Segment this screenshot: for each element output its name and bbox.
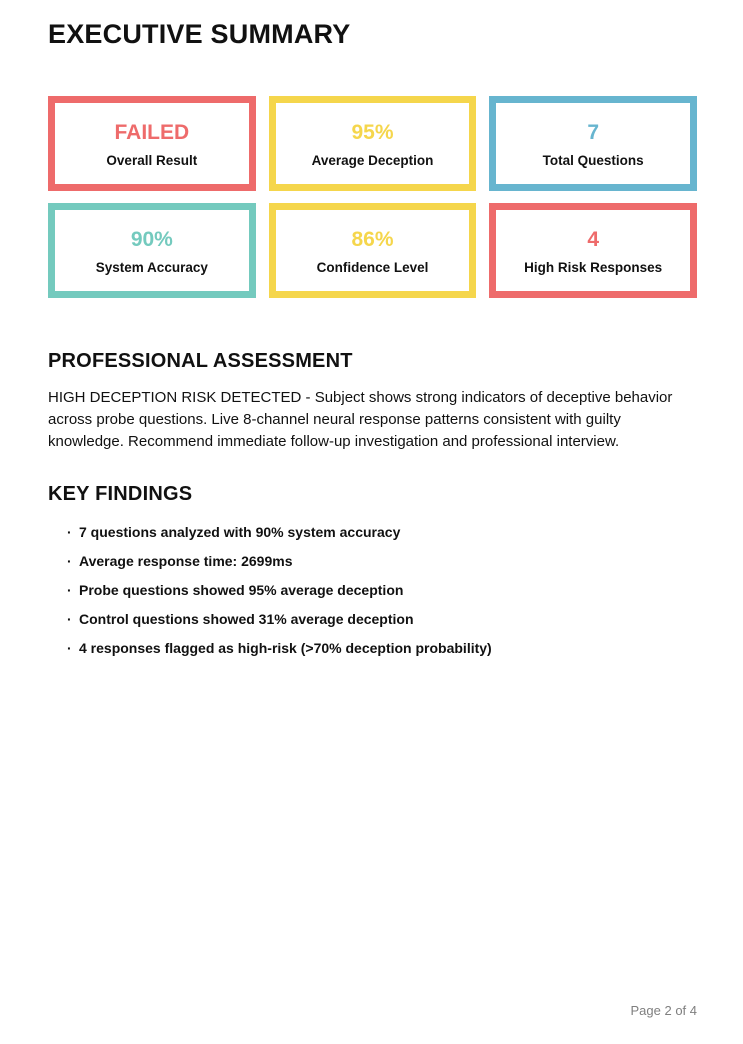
- stat-label: Total Questions: [542, 152, 644, 168]
- stat-value: FAILED: [114, 120, 190, 144]
- stat-card: [269, 96, 477, 191]
- stat-card: [489, 203, 697, 298]
- finding-item: · Control questions showed 31% average deception: [67, 612, 697, 627]
- stat-value: 86%: [351, 227, 394, 251]
- stat-label: High Risk Responses: [524, 259, 663, 275]
- stat-label: System Accuracy: [95, 259, 208, 275]
- stat-value: 90%: [130, 227, 173, 251]
- stat-value: 4: [587, 227, 599, 251]
- key-findings-heading: KEY FINDINGS: [48, 483, 193, 505]
- stat-label: Overall Result: [106, 152, 198, 168]
- page-number: Page 2 of 4: [630, 1003, 697, 1018]
- stat-card: [269, 203, 477, 298]
- stats-grid: [48, 96, 697, 298]
- stat-value: 95%: [351, 120, 394, 144]
- assessment-body: HIGH DECEPTION RISK DETECTED - Subject shows strong indicators of deceptive behavior across probe questions. Live 8-channel neural response patterns consistent with guilty knowledge. Recommend immediate follow-up investigation and professional interview.: [48, 389, 673, 450]
- finding-item: · 7 questions analyzed with 90% system accuracy: [67, 525, 697, 540]
- assessment-heading: PROFESSIONAL ASSESSMENT: [48, 350, 353, 372]
- stat-label: Average Deception: [311, 152, 434, 168]
- finding-item: · Probe questions showed 95% average deception: [67, 583, 697, 598]
- stat-card: [48, 96, 256, 191]
- page-title: EXECUTIVE SUMMARY: [48, 19, 351, 49]
- finding-item: · 4 responses flagged as high-risk (>70% deception probability): [67, 641, 697, 656]
- stat-card: [48, 203, 256, 298]
- stat-value: 7: [587, 120, 599, 144]
- stat-label: Confidence Level: [316, 259, 429, 275]
- stat-card: [489, 96, 697, 191]
- finding-item: · Average response time: 2699ms: [67, 554, 697, 569]
- key-findings-list: [67, 525, 697, 656]
